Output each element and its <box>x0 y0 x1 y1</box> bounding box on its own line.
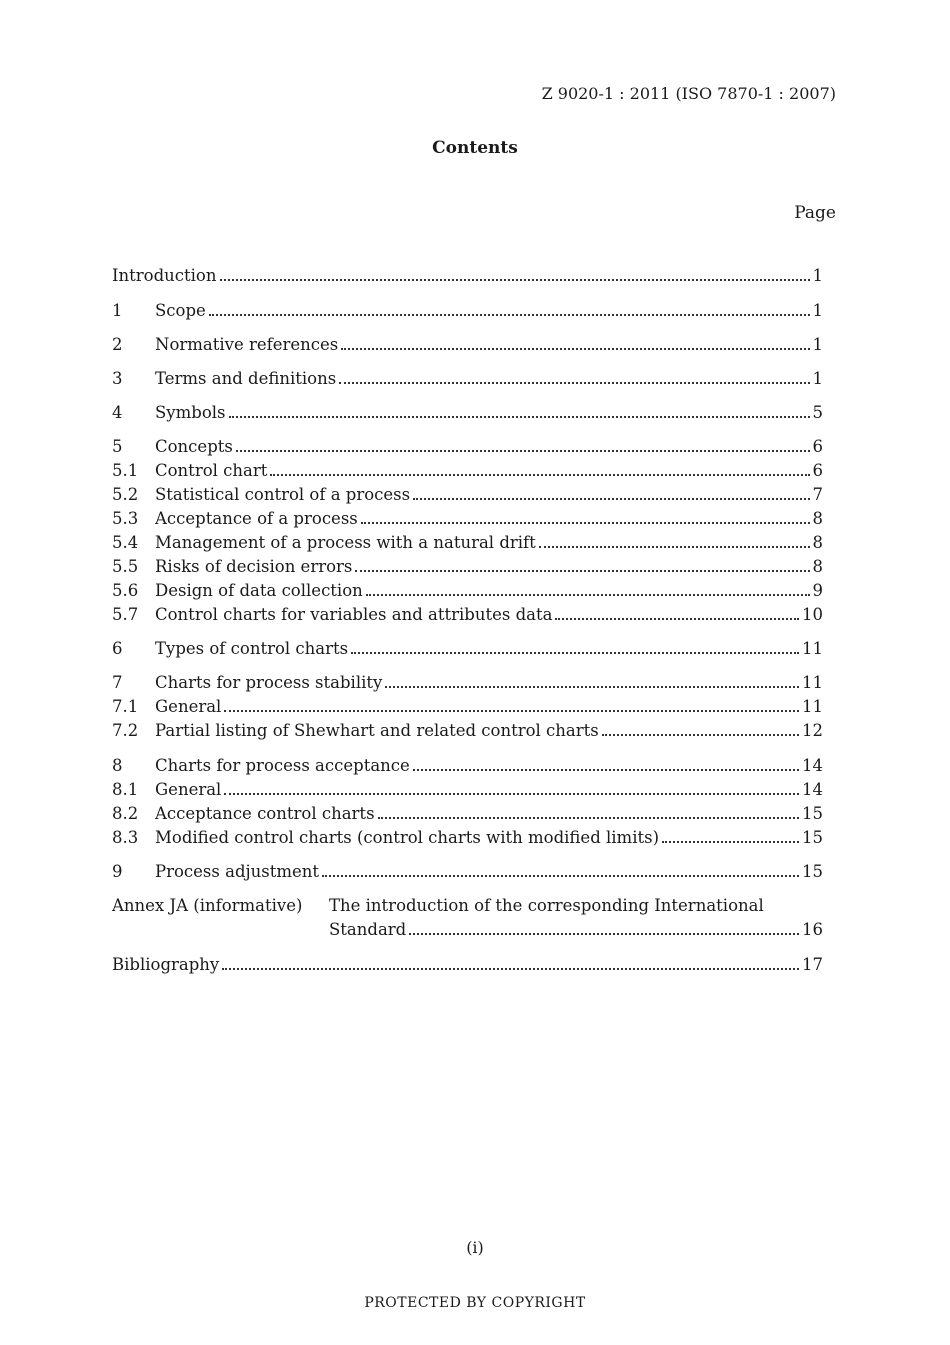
toc-entry[interactable] <box>112 719 823 743</box>
toc-entry-page: 8 <box>812 533 823 552</box>
leader-dots <box>224 793 799 795</box>
toc-entry[interactable] <box>112 695 823 719</box>
toc-entry-page: 6 <box>812 437 823 456</box>
toc-entry-number: 5.1 <box>112 461 139 480</box>
toc-entry-page: 8 <box>812 509 823 528</box>
toc-entry-number: 5.7 <box>112 605 139 624</box>
toc-entry-number: 2 <box>112 335 123 354</box>
toc-entry-page: 15 <box>802 804 823 823</box>
toc-entry-text: Normative references <box>155 335 339 354</box>
toc-entry-page: 11 <box>802 639 823 658</box>
toc-entry-text: Control chart <box>155 461 268 480</box>
toc-entry[interactable] <box>112 754 823 778</box>
toc-entry-text: Process adjustment <box>155 862 320 881</box>
leader-dots <box>224 710 799 712</box>
toc-entry-page: 11 <box>802 697 823 716</box>
toc-entry-number: 8.2 <box>112 804 139 823</box>
toc-entry-text: General <box>155 780 222 799</box>
toc-entry[interactable] <box>112 507 823 531</box>
leader-dots <box>236 450 810 452</box>
toc-entry-text: Acceptance of a process <box>155 509 358 528</box>
toc-entry-number: 3 <box>112 369 123 388</box>
toc-entry[interactable] <box>112 555 823 579</box>
toc-entry-number: 8.1 <box>112 780 139 799</box>
leader-dots <box>602 734 799 736</box>
toc-entry-page: 11 <box>802 673 823 692</box>
toc-entry-number: 8 <box>112 756 123 775</box>
leader-dots <box>409 933 799 935</box>
annex-heading-line[interactable] <box>112 894 764 918</box>
toc-entry-number: 7.1 <box>112 697 139 716</box>
toc-entry-text: General <box>155 697 222 716</box>
toc-entry-page: 6 <box>812 461 823 480</box>
toc-entry-text: Introduction <box>112 266 217 285</box>
toc-entry-page: 12 <box>802 721 823 740</box>
toc-entry[interactable] <box>112 333 823 357</box>
toc-entry-number: 7.2 <box>112 721 139 740</box>
toc-entry[interactable] <box>112 778 823 802</box>
leader-dots <box>270 474 809 476</box>
toc-entry-number: 5.5 <box>112 557 139 576</box>
leader-dots <box>351 652 799 654</box>
toc-entry-text: Scope <box>155 301 206 320</box>
toc-entry[interactable] <box>112 579 823 603</box>
page-column-label: Page <box>794 203 836 223</box>
annex-title-line2: Standard <box>329 920 407 939</box>
annex-title-line1: The introduction of the corresponding International <box>329 896 764 915</box>
toc-entry-text: Acceptance control charts <box>155 804 375 823</box>
page-title: Contents <box>432 138 518 158</box>
copyright-notice: PROTECTED BY COPYRIGHT <box>364 1295 586 1311</box>
toc-entry-page: 8 <box>812 557 823 576</box>
toc-entry-text: Types of control charts <box>155 639 349 658</box>
toc-entry-page: 17 <box>802 955 823 974</box>
toc-entry-text: Concepts <box>155 437 233 456</box>
toc-entry[interactable] <box>112 459 823 483</box>
toc-entry-number: 5.2 <box>112 485 139 504</box>
toc-entry-text: Charts for process acceptance <box>155 756 410 775</box>
toc-entry-page: 10 <box>802 605 823 624</box>
toc-entry-number: 5.6 <box>112 581 139 600</box>
toc-entry-text: Charts for process stability <box>155 673 383 692</box>
leader-dots <box>361 522 810 524</box>
toc-entry-number: 5.4 <box>112 533 139 552</box>
standard-reference: Z 9020-1 : 2011 (ISO 7870-1 : 2007) <box>541 84 836 103</box>
toc-entry-text: Management of a process with a natural drift <box>155 533 536 552</box>
toc-entry-page: 14 <box>802 780 823 799</box>
leader-dots <box>662 841 799 843</box>
toc-entry[interactable] <box>112 299 823 323</box>
annex-title-entry[interactable] <box>329 918 823 942</box>
toc-entry-text: Design of data collection <box>155 581 363 600</box>
toc-entry[interactable] <box>112 826 823 850</box>
toc-entry-text: Symbols <box>155 403 226 422</box>
toc-entry[interactable] <box>112 637 823 661</box>
toc-entry-page: 7 <box>812 485 823 504</box>
toc-entry-number: 7 <box>112 673 123 692</box>
leader-dots <box>339 382 809 384</box>
toc-entry-page: 9 <box>812 581 823 600</box>
toc-entry-text: Statistical control of a process <box>155 485 411 504</box>
toc-entry-page: 15 <box>802 862 823 881</box>
toc-entry-text: Partial listing of Shewhart and related control charts <box>155 721 599 740</box>
toc-entry-page: 5 <box>812 403 823 422</box>
leader-dots <box>209 314 810 316</box>
leader-dots <box>220 279 810 281</box>
leader-dots <box>555 618 799 620</box>
leader-dots <box>539 546 810 548</box>
toc-entry[interactable] <box>112 401 823 425</box>
leader-dots <box>355 570 809 572</box>
leader-dots <box>378 817 799 819</box>
toc-entry-text: Risks of decision errors <box>155 557 353 576</box>
page-number: (i) <box>466 1238 484 1257</box>
toc-entry-number: 4 <box>112 403 123 422</box>
toc-entry-text: Modified control charts (control charts with modified limits) <box>155 828 660 847</box>
toc-entry[interactable] <box>112 860 823 884</box>
leader-dots <box>366 594 810 596</box>
annex-label: Annex JA (informative) <box>112 896 303 915</box>
toc-entry[interactable] <box>112 802 823 826</box>
toc-entry[interactable] <box>112 603 823 627</box>
leader-dots <box>413 498 809 500</box>
toc-entry-page: 1 <box>812 369 823 388</box>
leader-dots <box>322 875 799 877</box>
toc-entry-page: 14 <box>802 756 823 775</box>
toc-entry-introduction[interactable] <box>112 264 823 288</box>
toc-entry-text: Control charts for variables and attributes data <box>155 605 553 624</box>
toc-entry[interactable] <box>112 483 823 507</box>
leader-dots <box>341 348 809 350</box>
toc-entry-number: 9 <box>112 862 123 881</box>
toc-entry[interactable] <box>112 435 823 459</box>
toc-entry-number: 5 <box>112 437 123 456</box>
toc-entry[interactable] <box>112 531 823 555</box>
toc-entry-text: Bibliography <box>112 955 220 974</box>
toc-entry-number: 8.3 <box>112 828 139 847</box>
toc-entry-page: 1 <box>812 335 823 354</box>
leader-dots <box>222 968 799 970</box>
toc-entry-number: 6 <box>112 639 123 658</box>
toc-entry-bibliography[interactable] <box>112 953 823 977</box>
leader-dots <box>385 686 799 688</box>
toc-entry-number: 5.3 <box>112 509 139 528</box>
toc-entry[interactable] <box>112 671 823 695</box>
toc-entry-text: Terms and definitions <box>155 369 337 388</box>
toc-entry-page: 1 <box>812 301 823 320</box>
toc-entry-number: 1 <box>112 301 123 320</box>
toc-entry-page: 15 <box>802 828 823 847</box>
toc-entry-page: 16 <box>802 920 823 939</box>
leader-dots <box>229 416 810 418</box>
toc-entry[interactable] <box>112 367 823 391</box>
toc-entry-page: 1 <box>812 266 823 285</box>
leader-dots <box>413 769 799 771</box>
